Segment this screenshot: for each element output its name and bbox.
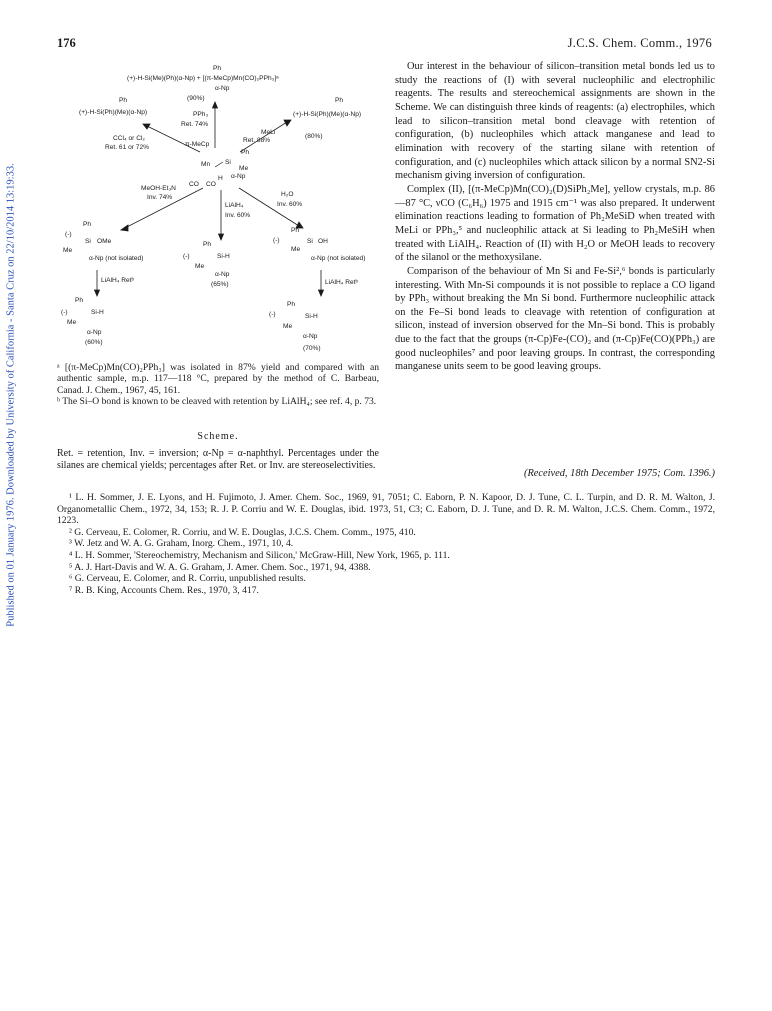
arrowhead-bottom-right xyxy=(319,290,324,296)
meli-reagent-label: MeLi xyxy=(261,129,276,136)
body-text-column xyxy=(395,60,715,374)
inv-60-right-label: Inv. 60% xyxy=(277,201,303,208)
reference-item: ⁵ A. J. Hart-Davis and W. A. G. Graham, J. Amer. Chem. Soc., 1971, 94, 4388. xyxy=(69,561,371,573)
si-atom-label: Si xyxy=(225,159,231,166)
center-sih-minus-label: (-) xyxy=(183,253,190,260)
mn-atom-label: Mn xyxy=(201,161,211,168)
left-upper-product-label: (+)-H-Si(Ph)(Me)(α-Np) xyxy=(79,109,148,116)
center-sih-yield-label: (65%) xyxy=(211,281,229,288)
top-yield-label: (90%) xyxy=(187,95,205,102)
oh-not-isolated-label: α-Np (not isolated) xyxy=(311,255,366,262)
download-watermark-text: Published on 01 January 1976. Downloaded by University of California - Santa Cruz on 22/10/2014 13:19:33. xyxy=(5,163,17,627)
left-upper-ph-label: Ph xyxy=(119,97,128,104)
reaction-scheme xyxy=(55,60,385,360)
arrowhead-bottom-left xyxy=(95,290,100,296)
center-sih-ph-label: Ph xyxy=(203,241,212,248)
bottom-right-yield-label: (70%) xyxy=(303,345,321,352)
top-ph-label: Ph xyxy=(213,65,222,72)
arrowhead-left-upper xyxy=(143,124,150,129)
ome-si-label: Si xyxy=(85,238,91,245)
center-np-label: α-Np xyxy=(231,173,246,180)
co-ligand-label: CO xyxy=(189,181,199,188)
reference-list xyxy=(57,492,715,596)
center-sih-me-label: Me xyxy=(195,263,205,270)
reference-item: ⁷ R. B. King, Accounts Chem. Res., 1970, 3, 417. xyxy=(69,584,259,596)
h-ligand-label: H xyxy=(218,175,223,182)
top-np-label: α-Np xyxy=(215,85,230,92)
pi-mecp-label: π-MeCp xyxy=(185,141,210,148)
footnote-a: ᵃ [(π-MeCp)Mn(CO)₂PPh₃] was isolated in 87% yield and compared with an authentic sample, m.p. 117—118 °C, prepared by the method of C. Barbeau, Canad. J. Chem., 1967, 45, 161. xyxy=(57,362,379,396)
pph3-reagent-label: PPh₃ xyxy=(193,111,209,118)
ret-61-label: Ret. 61 or 72% xyxy=(105,144,149,151)
oh-ph-label: Ph xyxy=(291,227,300,234)
body-paragraph: Complex (II), [(π-MeCp)Mn(CO)₂(D)SiPh₂Me], yellow crystals, m.p. 86—87 °C, νCO (C₆H₆) 1975 and 1915 cm⁻¹ was also prepared. It underwent elimination reactions leading to formation of Ph₂MeSiD when treated with MeLi or PPh₃,⁵ and nucleophilic attack at Si leading to Ph₂MeSiH when treated with LiAlH₄. Reaction of (II) with H₂O or MeOH leads to recovery of the silanol or the methoxysilane. xyxy=(395,183,715,264)
center-me-label: Me xyxy=(239,165,249,172)
bottom-right-sih-label: Si-H xyxy=(305,313,318,320)
top-product-label: (+)-H-Si(Me)(Ph)(α-Np) + [(π-MeCp)Mn(CO)₂PPh₃]ᵃ xyxy=(127,75,279,82)
ret-74-label: Ret. 74% xyxy=(181,121,209,128)
oh-me-label: Me xyxy=(291,246,301,253)
bottom-left-me-label: Me xyxy=(67,319,77,326)
lialh4-ret-left-label: LiAlH₄ Retᵇ xyxy=(101,277,135,284)
bottom-left-yield-label: (60%) xyxy=(85,339,103,346)
ccl4-reagent-label: CCl₄ or Cl₂ xyxy=(113,135,145,142)
reaction-scheme-diagram xyxy=(55,60,385,360)
scheme-footnotes xyxy=(57,362,379,408)
center-ph-label: Ph xyxy=(241,149,250,156)
scheme-legend: Ret. = retention, Inv. = inversion; α-Np = α-naphthyl. Percentages under the silanes are chemical yields; percentages after Ret. or Inv. are stereoselectivities. xyxy=(57,448,379,471)
reference-item: ⁶ G. Cerveau, E. Colomer, and R. Corriu, unpublished results. xyxy=(69,573,306,585)
inv-60-center-label: Inv. 60% xyxy=(225,212,251,219)
lialh4-ret-right-label: LiAlH₄ Retᵇ xyxy=(325,279,359,286)
co-ligand-label-2: CO xyxy=(206,181,216,188)
ome-group-label: OMe xyxy=(97,238,112,245)
right-upper-product-label: (+)-H-Si(Ph)(Me)(α-Np) xyxy=(293,111,362,118)
inv-74-label: Inv. 74% xyxy=(147,194,173,201)
reference-item: ² G. Cerveau, E. Colomer, R. Corriu, and W. E. Douglas, J.C.S. Chem. Comm., 1975, 410. xyxy=(69,526,416,538)
reference-item: ⁴ L. H. Sommer, 'Stereochemistry, Mechanism and Silicon,' McGraw-Hill, New York, 1965, p. 111. xyxy=(69,549,450,561)
bottom-left-ph-label: Ph xyxy=(75,297,84,304)
bottom-left-np-label: α-Np xyxy=(87,329,102,336)
h2o-reagent-label: H₂O xyxy=(281,191,294,198)
lialh4-center-label: LiAlH₄ xyxy=(225,202,244,209)
download-watermark xyxy=(2,160,20,630)
bottom-right-me-label: Me xyxy=(283,323,293,330)
oh-minus-label: (-) xyxy=(273,237,280,244)
bottom-right-np-label: α-Np xyxy=(303,333,318,340)
center-sih-label: Si-H xyxy=(217,253,230,260)
page-number: 176 xyxy=(57,36,76,50)
bottom-left-minus-label: (-) xyxy=(61,309,68,316)
ome-me-label: Me xyxy=(63,247,73,254)
ome-not-isolated-label: α-Np (not isolated) xyxy=(89,255,144,262)
body-paragraph: Comparison of the behaviour of Mn Si and Fe-Si²,⁶ bonds is particularly interesting. With Mn-Si compounds it is not possible to replace a CO ligand by PPh₃ without breaking the Mn Si bond. Furthermore nucleophilic attack on the Fe–Si bond leads to cleavage with retention of configuration at silicon, instead of inversion observed for the Mn–Si bond. This is probably due to the fact that the groups (π-Cp)Fe-(CO)₂ and (π-Cp)Fe(CO)(PPh₃) are good nucleophiles⁷ and poor leaving groups. In contrast, the corresponding manganese units seem to be good leaving groups. xyxy=(395,265,715,373)
arrowhead-ome xyxy=(121,225,128,231)
reference-item: ¹ L. H. Sommer, J. E. Lyons, and H. Fujimoto, J. Amer. Chem. Soc., 1969, 91, 7051; C. Eaborn, P. N. Kapoor, D. J. Tune, C. L. Turpin, and D. R. M. Walton, J. Organometallic Chem., 1972, 34, 153; R. J. P. Corriu and W. E. Douglas, ibid. 1973, 51, C3; C. Eaborn, D. J. Tune, and D. R. M. Walton, J.C.S. Chem. Comm., 1972, 1223. xyxy=(57,492,715,527)
ret-88-label: Ret. 88% xyxy=(243,137,271,144)
meoh-reagent-label: MeOH-Et₃N xyxy=(141,185,176,192)
arrowhead-top xyxy=(213,102,218,108)
arrow-to-left-upper xyxy=(147,126,200,152)
bottom-right-minus-label: (-) xyxy=(269,311,276,318)
bottom-right-ph-label: Ph xyxy=(287,301,296,308)
scheme-title: Scheme. xyxy=(197,431,239,442)
arrowhead-center-sih xyxy=(219,234,224,240)
reference-item: ³ W. Jetz and W. A. G. Graham, Inorg. Chem., 1971, 10, 4. xyxy=(69,538,294,550)
oh-group-label: OH xyxy=(318,238,328,245)
bottom-left-sih-label: Si-H xyxy=(91,309,104,316)
ome-ph-label: Ph xyxy=(83,221,92,228)
oh-si-label: Si xyxy=(307,238,313,245)
body-paragraph: Our interest in the behaviour of silicon–transition metal bonds led us to study the reactions of (I) with several nucleophilic and electrophilic reagents. The results and stereochemical assignments are shown in the Scheme. We can distinguish three kinds of reagents: (a) electrophiles, which lead to silicon–transition metal bond cleavage with retention of configuration, (b) nucleophiles which attack manganese and lead to elimination with recovery of the starting silane with retention of configuration, and (c) nucleophiles which attack silicon by a normal SN2-Si mechanism giving inversion of configuration. xyxy=(395,61,715,182)
ome-minus-label: (-) xyxy=(65,231,72,238)
footnote-b: ᵇ The Si–O bond is known to be cleaved with retention by LiAlH₄; see ref. 4, p. 73. xyxy=(57,396,377,408)
center-sih-np-label: α-Np xyxy=(215,271,230,278)
right-upper-ph-label: Ph xyxy=(335,97,344,104)
received-date: (Received, 18th December 1975; Com. 1396.) xyxy=(523,468,715,479)
right-upper-yield-label: (80%) xyxy=(305,133,323,140)
running-head: J.C.S. Chem. Comm., 1976 xyxy=(567,36,712,50)
